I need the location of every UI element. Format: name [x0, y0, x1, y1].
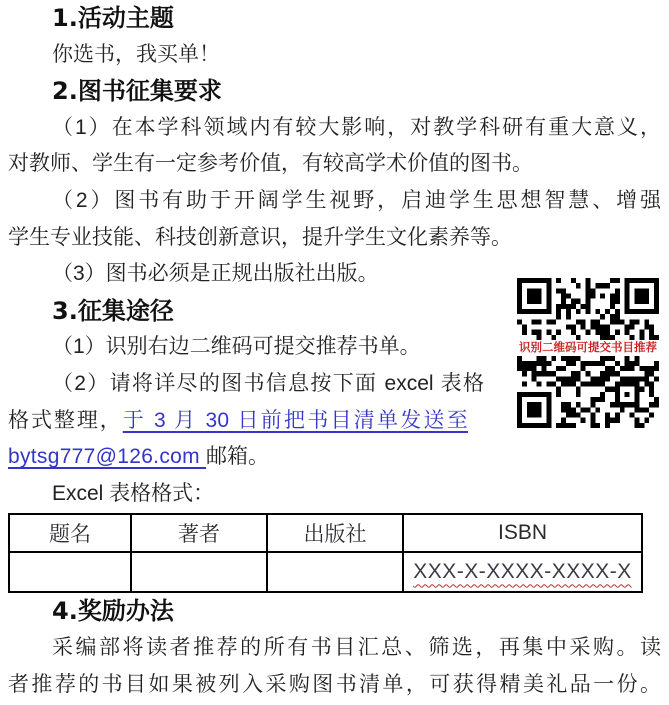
text-segment: （3）图书必须是正规出版社出版。: [52, 262, 379, 286]
text-segment: 2.图书征集要求: [52, 77, 222, 106]
text-segment: 格式整理，: [8, 408, 123, 432]
text-segment: 对教师、学生有一定参考价值，有较高学术价值的图书。: [8, 152, 533, 176]
text-segment: 学生专业技能、科技创新意识，提升学生文化素养等。: [8, 225, 512, 249]
table-header-isbn: ISBN: [403, 514, 642, 552]
line-requirement-1a: [8, 110, 661, 147]
excel-format-table: [8, 513, 643, 593]
text-segment: （1）在本学科领域内有较大影响，对教学科研有重大意义，: [52, 115, 661, 139]
table-header-author: 著者: [131, 514, 267, 552]
line-channel-2b: [8, 403, 468, 440]
table-cell-isbn-format: [403, 552, 642, 592]
table-header-title: 题名: [9, 514, 131, 552]
line-requirement-2b: [8, 220, 661, 257]
line-requirement-1b: [8, 146, 661, 183]
heading-activity-theme: [8, 0, 661, 37]
email-link[interactable]: bytsg777@126.com: [8, 445, 207, 469]
text-segment: （2）请将详尽的图书信息按下面 excel 表格: [52, 371, 484, 395]
line-channel-2a: [8, 366, 484, 403]
table-header-row: [9, 514, 642, 552]
line-channel-2c: [8, 439, 661, 476]
text-block-bottom: [8, 593, 661, 703]
line-reward-b: [8, 667, 661, 704]
table-cell-author-empty: [131, 552, 267, 592]
deadline-link[interactable]: 于 3 月 30 日前把书目清单发送至: [122, 408, 468, 432]
table-example-row: [9, 552, 642, 592]
heading-collection-requirements: [8, 73, 661, 110]
text-segment: 3.征集途径: [52, 296, 174, 325]
line-requirement-2a: [8, 183, 661, 220]
text-segment: （1）识别右边二维码可提交推荐书单。: [52, 335, 421, 359]
table-cell-publisher-empty: [267, 552, 403, 592]
qr-caption: 识别二维码可提交书目推荐: [514, 340, 662, 356]
text-segment: （2）图书有助于开阔学生视野，启迪学生思想智慧、增强: [52, 188, 661, 212]
text-segment: 1.活动主题: [52, 4, 174, 32]
text-segment: 邮箱。: [206, 445, 270, 469]
text-segment: 4.奖励办法: [52, 597, 174, 626]
table-header-publisher: 出版社: [267, 514, 403, 552]
text-segment: 采编部将读者推荐的所有书目汇总、筛选，再集中采购。读: [52, 635, 661, 659]
table-cell-title-empty: [9, 552, 131, 592]
isbn-pattern-text: XXX-X-XXXX-XXXX-X: [413, 560, 632, 584]
text-segment: 者推荐的书目如果被列入采购图书清单，可获得精美礼品一份。: [8, 672, 661, 696]
heading-reward-method: [8, 593, 661, 630]
text-segment: 你选书，我买单！: [52, 42, 220, 66]
text-segment: Excel 表格格式：: [52, 481, 215, 505]
line-activity-slogan: [8, 37, 661, 74]
qr-code: [517, 278, 659, 428]
text-block-top: [8, 0, 661, 512]
line-excel-format-label: [8, 476, 661, 513]
line-reward-a: [8, 630, 661, 667]
